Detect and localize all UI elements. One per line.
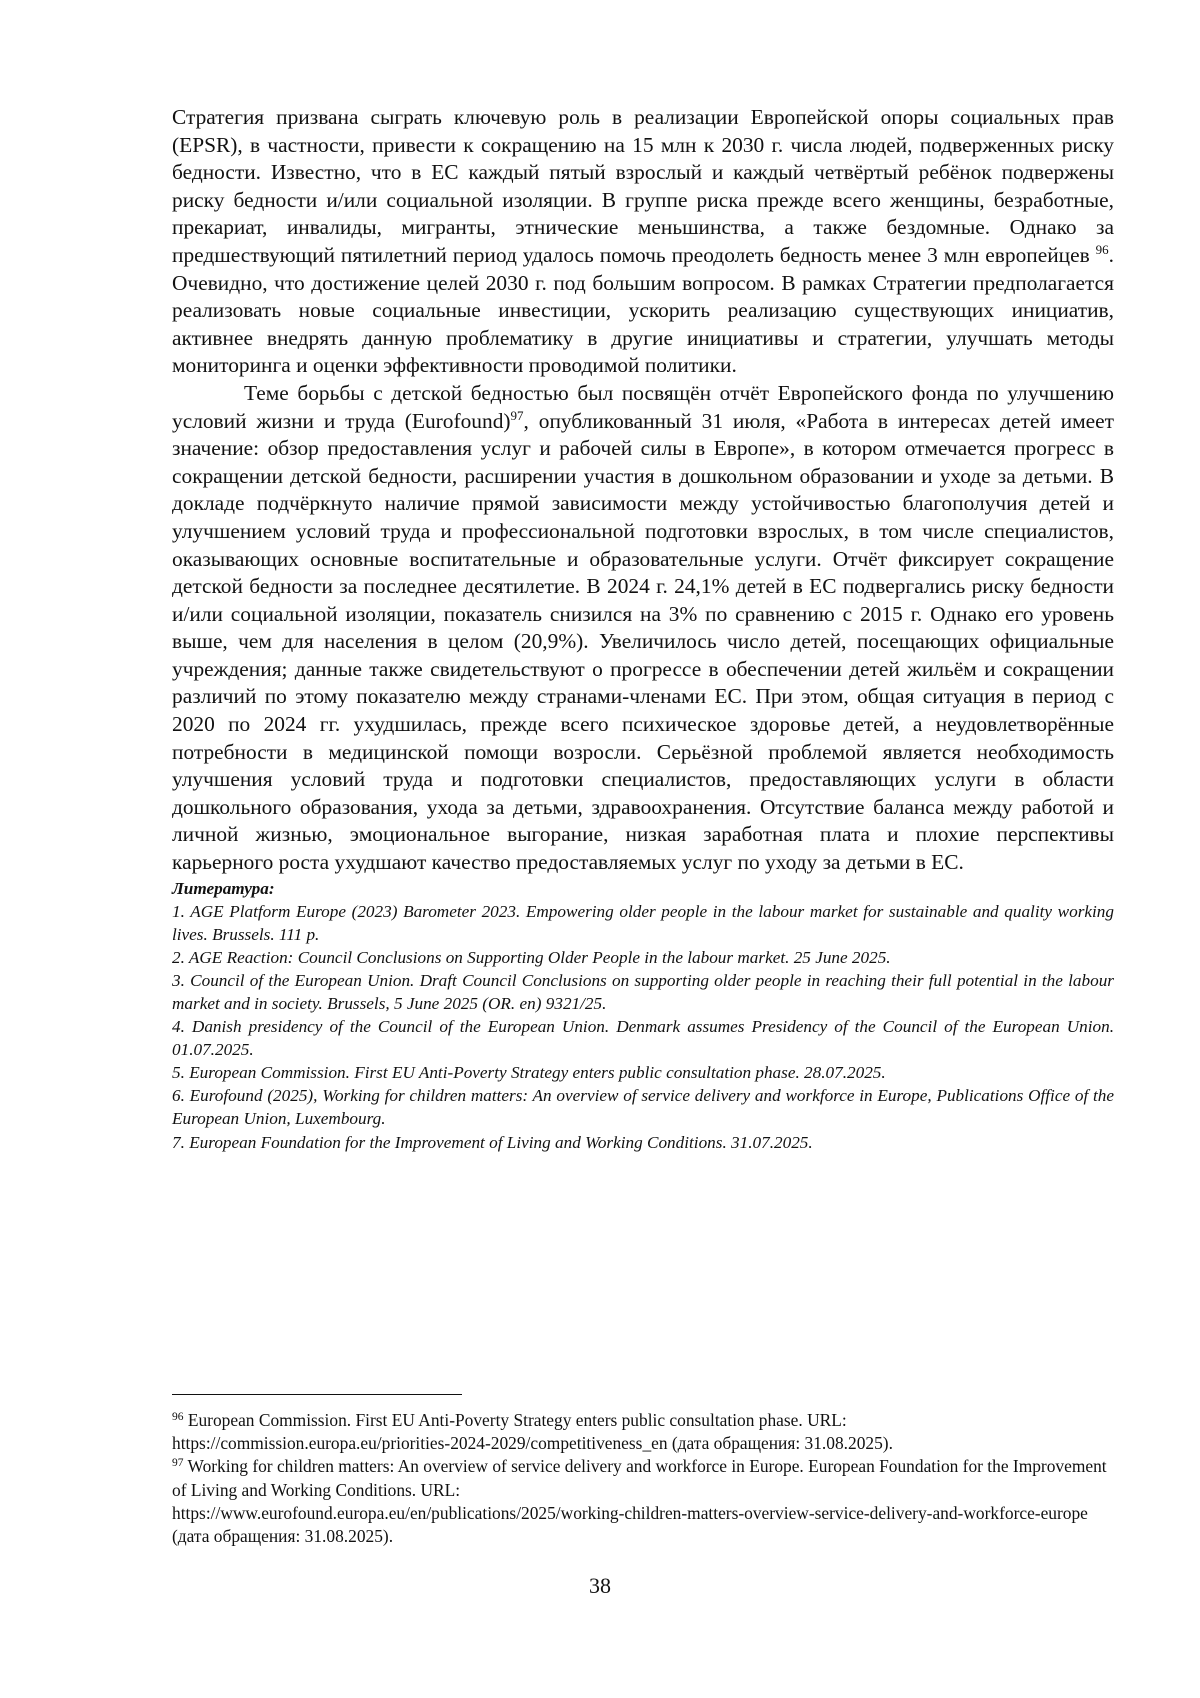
literature-list <box>172 900 1114 1154</box>
literature-item-1: 1. AGE Platform Europe (2023) Barometer 2023. Empowering older people in the labour market for sustainable and quality working lives. Brussels. 111 p. <box>172 901 1114 944</box>
footnote-97 <box>172 1455 1114 1548</box>
paragraph-2-text-start: Теме борьбы с детской бедностью был посвящён отчёт Европейского фонда по улучшению условий жизни и труда (Eurofound) <box>172 380 1114 433</box>
literature-item-2: 2. AGE Reaction: Council Conclusions on Supporting Older People in the labour market. 25 June 2025. <box>172 947 891 967</box>
paragraph-1-text-start: Стратегия призвана сыграть ключевую роль в реализации Европейской опоры социальных прав (EPSR), в частности, привести к сокращению на 15 млн к 2030 г. числа людей, подверженных риску бедности. Известно, что в ЕС каждый пятый взрослый и каждый четвёртый ребёнок подвержены риску бедности и/или социальной изоляции. В группе риска прежде всего женщины, безработные, прекариат, инвалиды, мигранты, этнические меньшинства, а также бездомные. Однако за предшествующий пятилетний период удалось помочь преодолеть бедность менее 3 млн европейцев <box>172 105 1114 267</box>
page-number: 38 <box>589 1573 611 1598</box>
footnote-number-97: 97 <box>172 1457 184 1470</box>
literature-item-7: 7. European Foundation for the Improvement of Living and Working Conditions. 31.07.2025. <box>172 1132 813 1152</box>
literature-item-3: 3. Council of the European Union. Draft Council Conclusions on supporting older people in reaching their full potential in the labour market and in society. Brussels, 5 June 2025 (OR. en) 9321/25. <box>172 970 1114 1013</box>
footnote-96 <box>172 1409 1114 1455</box>
literature-item-5: 5. European Commission. First EU Anti-Poverty Strategy enters public consultation phase. 28.07.2025. <box>172 1063 886 1083</box>
literature-item-6: 6. Eurofound (2025), Working for children matters: An overview of service delivery and workforce in Europe, Publications Office of the European Union, Luxembourg. <box>172 1086 1114 1129</box>
literature-heading: Литература: <box>172 878 275 898</box>
footnote-96-url[interactable]: https://commission.europa.eu/priorities-2024-2029/competitiveness_en (дата обращения: 31.08.2025). <box>172 1433 893 1454</box>
literature-item-4: 4. Danish presidency of the Council of the European Union. Denmark assumes Presidency of the Council of the European Union. 01.07.2025. <box>172 1017 1114 1060</box>
paragraph-2-text-end: , опубликованный 31 июля, «Работа в интересах детей имеет значение: обзор предоставления услуг и рабочей силы в Европе», в котором отмечается прогресс в сокращении детской бедности, расширении участия в дошкольном образовании и уходе за детьми. В докладе подчёркнуто наличие прямой зависимости между устойчивостью благополучия детей и улучшением условий труда и профессиональной подготовки взрослых, в том числе специалистов, оказывающих основные воспитательные и образовательные услуги. Отчёт фиксирует сокращение детской бедности за последнее десятилетие. В 2024 г. 24,1% детей в ЕС подвергались риску бедности и/или социальной изоляции, показатель снизился на 3% по сравнению с 2015 г. Однако его уровень выше, чем для населения в целом (20,9%). Увеличилось число детей, посещающих официальные учреждения; данные также свидетельствуют о прогрессе в обеспечении детей жильём и сокращении различий по этому показателю между странами-членами ЕС. При этом, общая ситуация в период с 2020 по 2024 гг. ухудшилась, прежде всего психическое здоровье детей, а неудовлетворённые потребности в медицинской помощи возросли. Серьёзной проблемой является необходимость улучшения условий труда и подготовки специалистов, предоставляющих услуги в области дошкольного образования, ухода за детьми, здравоохранения. Отсутствие баланса между работой и личной жизнью, эмоциональное выгорание, низкая заработная плата и плохие перспективы карьерного роста ухудшают качество предоставляемых услуг по уходу за детьми в ЕС. <box>172 408 1114 875</box>
footnote-96-text: European Commission. First EU Anti-Poverty Strategy enters public consultation phase. URL: <box>187 1410 847 1430</box>
footnote-97-text: Working for children matters: An overview of service delivery and workforce in Europe. European Foundation for the Improvement of Living and Working Conditions. URL: <box>172 1456 1107 1500</box>
footnote-ref-96[interactable]: 96 <box>1095 242 1109 258</box>
paragraph-1-text-end: . Очевидно, что достижение целей 2030 г. под большим вопросом. В рамках Стратегии предполагается реализовать новые социальные инвестиции, ускорить реализацию существующих инициатив, активнее внедрять данную проблематику в другие инициативы и стратегии, улучшать методы мониторинга и оценки эффективности проводимой политики. <box>172 242 1114 378</box>
footnote-separator <box>172 1394 462 1395</box>
body-paragraph-1 <box>172 104 1114 380</box>
footnotes-section <box>172 1394 1114 1548</box>
footnote-ref-97[interactable]: 97 <box>510 407 524 423</box>
page-body <box>172 104 1114 1154</box>
body-paragraph-2 <box>172 380 1114 877</box>
footnote-97-url[interactable]: https://www.eurofound.europa.eu/en/publications/2025/working-children-matters-overview-service-delivery-and-workforce-europe (дата обращения: 31.08.2025). <box>172 1502 1088 1547</box>
footnote-number-96: 96 <box>172 1410 184 1423</box>
